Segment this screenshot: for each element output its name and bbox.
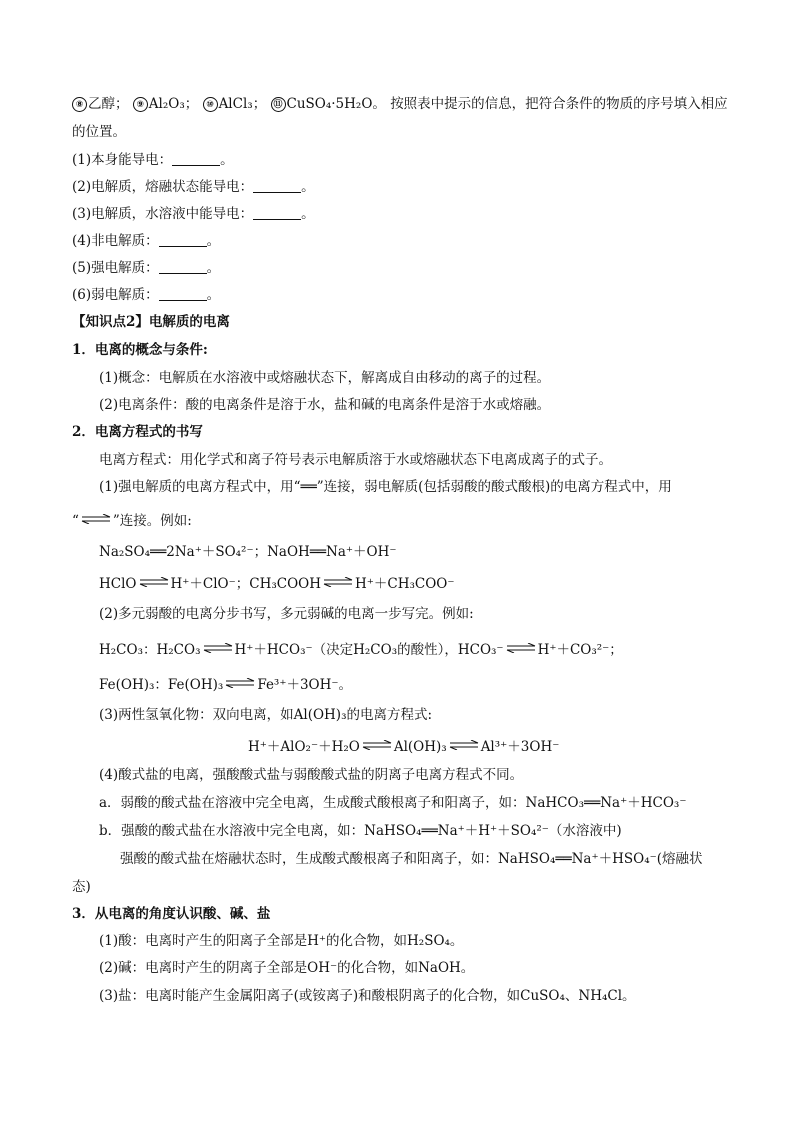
answer-blank[interactable]: [159, 288, 207, 301]
s2-p3: (3)两性氢氧化物：双向电离，如Al(OH)₃的电离方程式:: [99, 707, 433, 723]
answer-blank[interactable]: [159, 234, 207, 247]
eq-right: Fe³⁺＋3OH⁻。: [257, 677, 353, 693]
eq-left: H₂CO₃：H₂CO₃: [99, 642, 201, 658]
eq-right: H⁺＋CH₃COO⁻: [355, 576, 455, 592]
question-end: 。: [206, 287, 221, 303]
question-label: (6)弱电解质：: [72, 287, 159, 303]
quote-close-text: ”连接。例如:: [112, 513, 192, 529]
reversible-arrow-icon: [203, 643, 233, 653]
s2-p2: (2)多元弱酸的电离分步书写，多元弱碱的电离一步写完。例如:: [99, 606, 474, 622]
equation-2a: [99, 641, 623, 659]
question-label: (1)本身能导电：: [72, 152, 173, 168]
reversible-arrow-icon: [81, 514, 111, 524]
section-1-title: 1．电离的概念与条件:: [72, 342, 208, 358]
s2-p4: (4)酸式盐的电离，强酸酸式盐与弱酸酸式盐的阴离子电离方程式不同。: [99, 767, 524, 783]
s1-condition: (2)电离条件：酸的电离条件是溶于水，盐和碱的电离条件是溶于水或熔融。: [99, 397, 551, 413]
eq-left: H⁺＋AlO₂⁻＋H₂O: [248, 739, 360, 755]
eq-middle: H⁺＋ClO⁻；CH₃COOH: [170, 576, 321, 592]
s2-p4a: a．弱酸的酸式盐在溶液中完全电离，生成酸式酸根离子和阳离子，如：NaHCO₃══Na⁺＋HCO₃⁻: [99, 795, 687, 811]
s1-concept: (1)概念：电解质在水溶液中或熔融状态下，解离成自由移动的离子的过程。: [99, 370, 551, 386]
s2-p4c: 强酸的酸式盐在熔融状态时，生成酸式酸根离子和阳离子，如：NaHSO₄══Na⁺＋HSO₄⁻(熔融状: [120, 851, 703, 867]
item-8-text: 乙醇；: [88, 96, 129, 112]
eq-left: Fe(OH)₃：Fe(OH)₃: [99, 677, 224, 693]
question-5: [72, 259, 220, 277]
s2-p4b: b．强酸的酸式盐在水溶液中完全电离，如：NaHSO₄══Na⁺＋H⁺＋SO₄²⁻（水溶液中): [99, 823, 622, 839]
s3-acid: (1)酸：电离时产生的阳离子全部是H⁺的化合物，如H₂SO₄。: [99, 933, 464, 949]
equation-2b: [99, 676, 352, 694]
equation-3: [248, 738, 559, 756]
answer-blank[interactable]: [172, 153, 220, 166]
s2-p4c-cont: 态): [72, 879, 91, 895]
eq-middle: H⁺＋HCO₃⁻（决定H₂CO₃的酸性），HCO₃⁻: [234, 642, 504, 658]
s2-p1: (1)强电解质的电离方程式中，用“══”连接，弱电解质(包括弱酸的酸式酸根)的电离方程式中，用: [99, 479, 672, 495]
s2-p1-cont: [72, 512, 192, 530]
s2-definition: 电离方程式：用化学式和离子符号表示电解质溶于水或熔融状态下电离成离子的式子。: [99, 452, 612, 468]
section-2-title: 2．电离方程式的书写: [72, 424, 203, 440]
question-end: 。: [206, 233, 221, 249]
question-end: 。: [301, 206, 315, 222]
question-end: 。: [206, 260, 221, 276]
reversible-arrow-icon: [449, 740, 479, 750]
question-end: 。: [220, 152, 234, 168]
instruction-text: 按照表中提示的信息，把符合条件的物质的序号填入相应: [390, 96, 728, 112]
reversible-arrow-icon: [323, 577, 353, 587]
question-label: (3)电解质，水溶液中能导电：: [72, 206, 254, 222]
eq-middle: Al(OH)₃: [393, 739, 447, 755]
quote-open: “: [72, 513, 79, 529]
item-number-8: ⑧: [72, 97, 87, 112]
eq-left: HClO: [99, 576, 137, 592]
question-4: [72, 232, 220, 250]
section-3-title: 3．从电离的角度认识酸、碱、盐: [72, 906, 271, 922]
item-number-10: ⑩: [203, 97, 218, 112]
item-number-11: ⑪: [271, 97, 286, 112]
item-number-9: ⑨: [133, 97, 148, 112]
s3-base: (2)碱：电离时产生的阴离子全部是OH⁻的化合物，如NaOH。: [99, 960, 475, 976]
question-label: (2)电解质，熔融状态能导电：: [72, 179, 254, 195]
item-10-text: AlCl₃；: [218, 96, 267, 112]
reversible-arrow-icon: [139, 577, 169, 587]
question-end: 。: [301, 179, 315, 195]
s3-salt: (3)盐：电离时能产生金属阳离子(或铵离子)和酸根阴离子的化合物，如CuSO₄、NH₄Cl。: [99, 988, 636, 1004]
item-11-text: CuSO₄·5H₂O。: [286, 96, 386, 112]
answer-blank[interactable]: [253, 180, 301, 193]
answer-blank[interactable]: [159, 261, 207, 274]
knowledge-point-title: 【知识点2】电解质的电离: [72, 314, 230, 330]
question-6: [72, 286, 220, 304]
question-label: (5)强电解质：: [72, 260, 159, 276]
eq-right: H⁺＋CO₃²⁻；: [537, 642, 623, 658]
question-1: [72, 151, 234, 169]
reversible-arrow-icon: [225, 678, 255, 688]
equation-1b: [99, 575, 455, 593]
item-9-text: Al₂O₃；: [148, 96, 199, 112]
reversible-arrow-icon: [362, 740, 392, 750]
reversible-arrow-icon: [506, 643, 536, 653]
equation-1a: Na₂SO₄══2Na⁺＋SO₄²⁻；NaOH══Na⁺＋OH⁻: [99, 544, 397, 560]
question-3: [72, 205, 315, 223]
answer-blank[interactable]: [253, 207, 301, 220]
eq-right: Al³⁺＋3OH⁻: [480, 739, 560, 755]
instruction-continuation: 的位置。: [72, 124, 126, 140]
question-label: (4)非电解质：: [72, 233, 159, 249]
question-2: [72, 178, 315, 196]
intro-line: [72, 95, 728, 113]
